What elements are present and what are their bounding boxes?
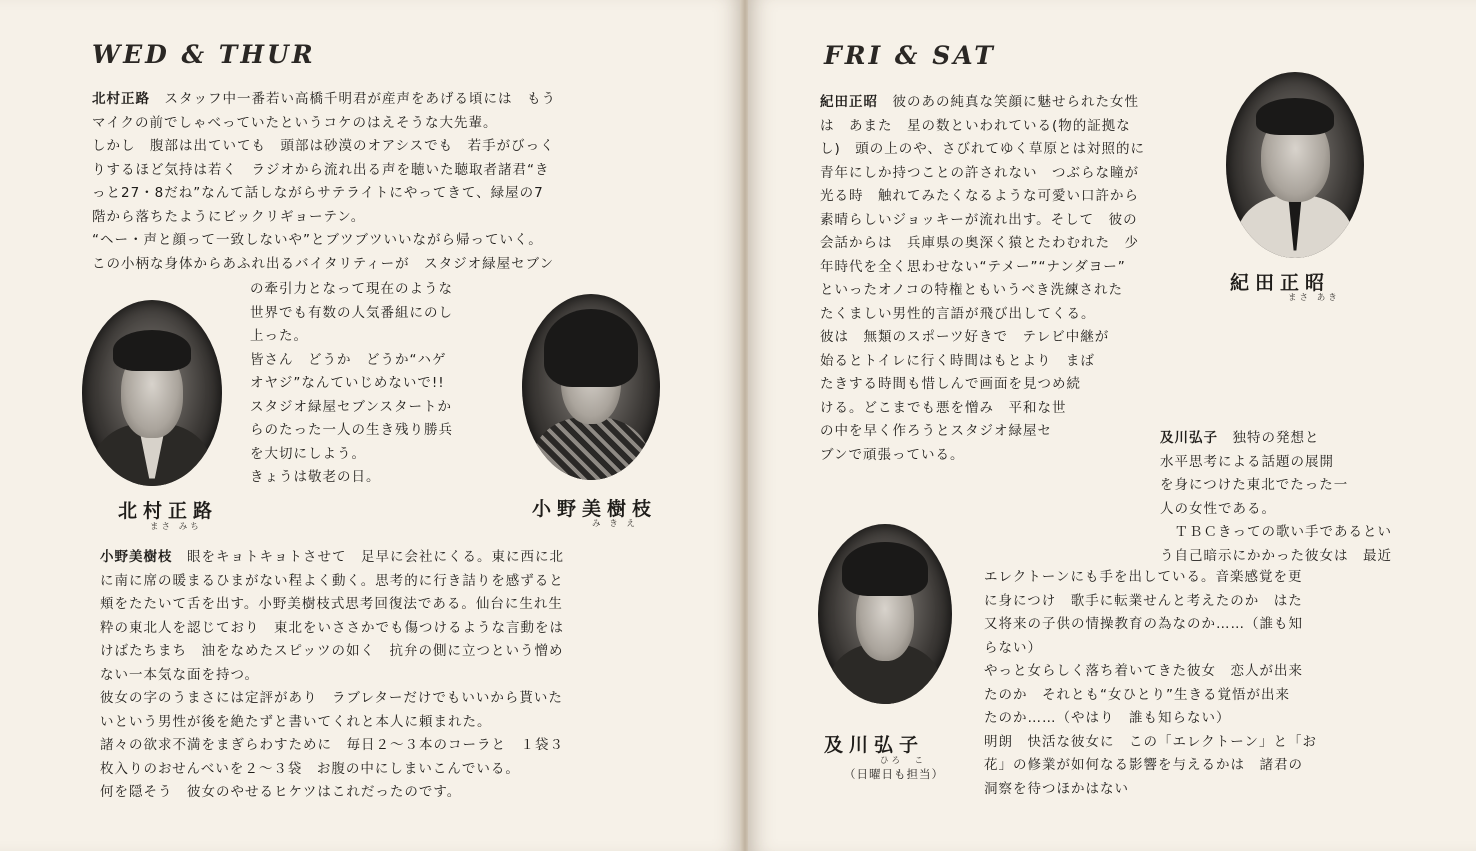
oikawa-caption: 及川弘子 [824, 734, 925, 756]
kitamura-ruby: まさ みち [150, 522, 202, 532]
page-heading-fri-sat: FRI & SAT [824, 41, 996, 70]
kitamura-lead-name: 北村正路 [92, 91, 150, 107]
kitamura-text-top: スタッフ中一番若い高橋千明君が産声をあげる頃には もう マイクの前でしゃべっていたというコケのはえそうな大先輩。 しかし 腹部は出ていても 頭部は砂漠のオアシスでも 若手がびっく りするほど気持は若く ラジオから流れ出る声を聴いた聴取者諸君“き っと27・8だね”なんて話しながらサテライトにやってきて、緑屋の7 階から落ちたようにビックリギョーテン。 “ヘー・声と顔って一致しないや”とブツブツいいながら帰っていく。 この小柄な身体からあふれ出るバイタリティーが スタジオ緑屋セブン [92, 91, 556, 272]
kida-profile-text [820, 91, 1145, 467]
page-heading-wed-thur: WED & THUR [92, 40, 316, 69]
ono-ruby: み き え [592, 519, 638, 529]
ono-text: 眼をキョトキョトさせて 足早に会社にくる。東に西に北 に南に席の暖まるひまがない程よく動く。思考的に行き詰りを感ずると 頬をたたいて舌を出す。小野美樹枝式思考回復法である。仙台に生れ生 粋の東北人を認じており 東北をいささかでも傷つけるような言動をは けばたちまち 油をなめたスピッツの如く 抗弁の側に立つという憎め ない一本気な面を持つ。 彼女の字のうまさには定評があり ラブレターだけでもいいから貰いた いという男性が後を絶たずと書いてくれと本人に頼まれた。 諸々の欲求不満をまぎらわすために 毎日２～３本のコーラと １袋３ 枚入りのおせんべいを２～３袋 お腹の中にしまいこんでいる。 何を隠そう 彼女のやせるヒケツはこれだったのです。 [100, 549, 564, 800]
oikawa-profile-text-bottom: エレクトーンにも手を出している。音楽感覚を更 に身につけ 歌手に転業せんと考えたのか はた 又将来の子供の情操教育の為なのか……（誰も知 らない） やっと女らしく落ち着いてきた彼女 恋人が出来 たのか それとも“女ひとり”生きる覚悟が出来 たのか……（やはり 誰も知らない） 明朗 快活な彼女に この「エレクトーン」と「お 花」の修業が如何なる影響を与えるかは 諸君の 洞察を待つほかはない [984, 569, 1317, 797]
ono-caption: 小野美樹枝 [532, 498, 658, 520]
ono-lead-name: 小野美樹枝 [100, 549, 173, 565]
oikawa-profile-text-top [1160, 427, 1392, 568]
oikawa-portrait [818, 524, 952, 704]
kitamura-caption: 北村正路 [118, 500, 219, 522]
kitamura-profile-text [92, 88, 556, 276]
oikawa-text-top: 独特の発想と 水平思考による話題の展開 を身につけた東北でたった一 人の女性である。 ＴＢＣきっての歌い手であるとい う自己暗示にかかった彼女は 最近 [1160, 430, 1392, 564]
portrait-hair [1256, 98, 1333, 135]
ono-profile-text [100, 546, 564, 805]
kida-ruby: まさ あき [1288, 293, 1340, 303]
oikawa-sunday-note: （日曜日も担当） [844, 767, 944, 781]
oikawa-ruby: ひろ こ [880, 756, 927, 766]
right-page [748, 0, 1476, 851]
kida-text: 彼のあの純真な笑顔に魅せられた女性 は あまた 星の数といわれている(物的証拠な し) 頭の上のや、さびれてゆく草原とは対照的に 青年にしか持つことの許されない つぶらな瞳が 光る時 触れてみたくなるような可愛い口許から 素晴らしいジョッキーが流れ出す。そして 彼の 会話からは 兵庫県の奥深く猿とたわむれた 少 年時代を全く思わせない“テメー”“ナンダヨー” といったオノコの特権ともいうべき洗練された たくましい男性的言語が飛び出してくる。 彼は 無類のスポーツ好きで テレビ中継が 始るとトイレに行く時間はもとより まば たきする時間も惜しんで画面を見つめ続 ける。どこまでも悪を憎み 平和な世 の中を早く作ろうとスタジオ緑屋セ ブンで頑張っている。 [820, 94, 1145, 463]
kitamura-profile-text-side: の牽引力となって現在のような 世界でも有数の人気番組にのし 上った。 皆さん どうか どうか“ハゲ オヤジ”なんていじめないで!! スタジオ緑屋セブンスタートか らのたった一人の生き残り勝兵 を大切にしよう。 きょうは敬老の日。 [250, 281, 453, 485]
kida-lead-name: 紀田正昭 [820, 94, 878, 110]
portrait-body [533, 417, 649, 480]
kida-portrait [1226, 72, 1364, 258]
kida-caption: 紀田正昭 [1230, 272, 1331, 294]
kitamura-portrait [82, 300, 222, 486]
portrait-hair [544, 309, 638, 387]
portrait-hair [113, 330, 191, 371]
oikawa-lead-name: 及川弘子 [1160, 430, 1218, 446]
portrait-hair [842, 542, 928, 596]
ono-portrait [522, 294, 660, 480]
